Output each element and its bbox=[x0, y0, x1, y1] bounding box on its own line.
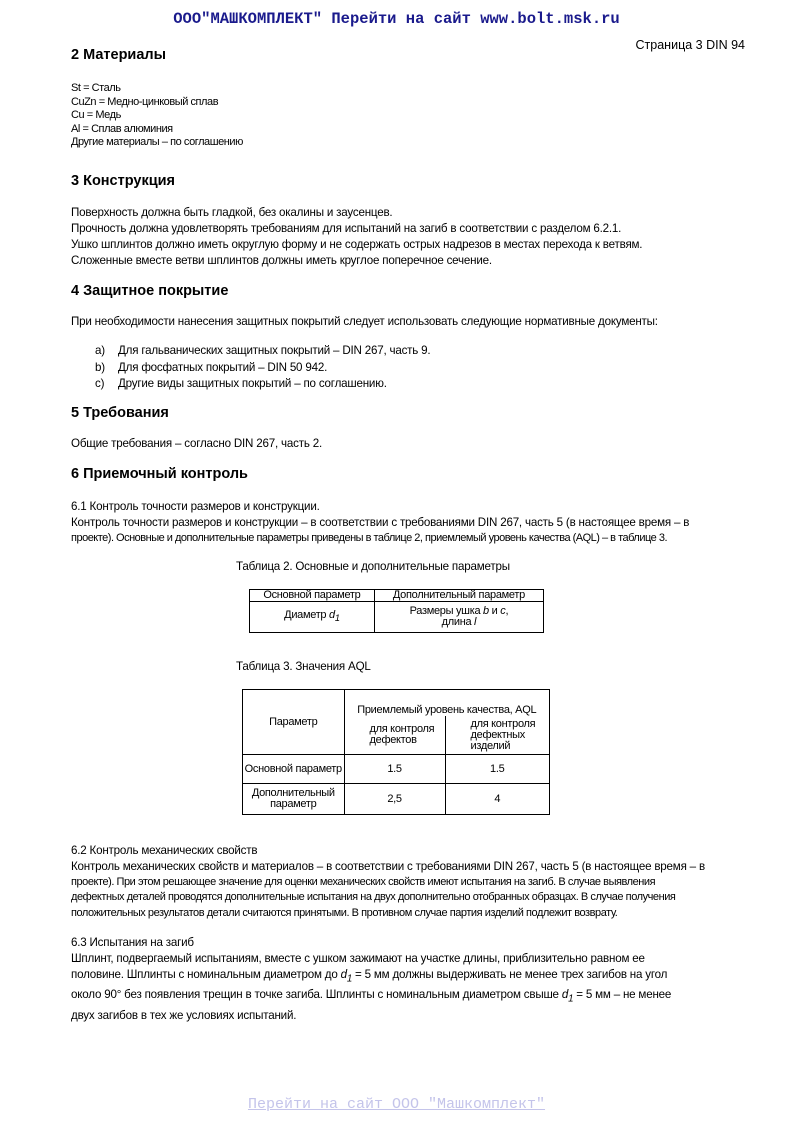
paragraph-line: Ушко шплинтов должно иметь округлую форму и не содержать острых надрезов в местах перехода к ветвям. bbox=[71, 238, 643, 251]
material-item: CuZn = Медно-цинковый сплав bbox=[71, 95, 219, 108]
table-header-cell: Дополнительный параметр bbox=[374, 590, 543, 602]
heading-materials: 2 Материалы bbox=[71, 47, 167, 63]
table-row bbox=[250, 602, 544, 633]
paragraph-line: половине. Шплинты с номинальным диаметром до $d_1 = 5$ мм должны выдерживать не менее трех загибов на угол bbox=[71, 968, 668, 985]
table-header-row bbox=[250, 590, 544, 602]
section-6-2-text bbox=[71, 859, 705, 921]
list-marker: a) bbox=[95, 344, 105, 357]
footer-site-link[interactable]: Перейти на сайт ООО "Машкомплект" bbox=[247, 1096, 546, 1113]
list-marker: b) bbox=[95, 360, 105, 374]
heading-coating: 4 Защитное покрытие bbox=[71, 283, 229, 299]
table-header-cell: Параметр bbox=[243, 690, 345, 755]
list-text: Другие виды защитных покрытий – по соглашению. bbox=[118, 377, 387, 390]
table-2 bbox=[249, 589, 544, 633]
table-cell: 1.5 bbox=[344, 755, 445, 784]
paragraph-line: Прочность должна удовлетворять требованиям для испытаний на загиб в соответствии с разделом 6.2.1. bbox=[71, 222, 622, 235]
site-banner-link[interactable]: ООО"МАШКОМПЛЕКТ" Перейти на сайт www.bolt.msk.ru bbox=[173, 10, 620, 28]
paragraph-line: дефектных деталей проводятся дополнительные испытания на двух дополнительно отобранных образцах. В случае получения bbox=[71, 891, 676, 903]
coating-list bbox=[95, 343, 430, 393]
table-cell: Основной параметр bbox=[243, 755, 345, 784]
requirements-text: Общие требования – согласно DIN 267, часть 2. bbox=[71, 437, 322, 450]
coating-intro: При необходимости нанесения защитных покрытий следует использовать следующие нормативные документы: bbox=[71, 315, 658, 328]
paragraph-line: Поверхность должна быть гладкой, без окалины и заусенцев. bbox=[71, 206, 393, 219]
table-header-row bbox=[243, 690, 550, 717]
materials-list bbox=[71, 82, 243, 150]
table-cell: Диаметр $d_1$ bbox=[250, 602, 375, 633]
table-header-cell: для контроля дефектных изделий bbox=[445, 716, 549, 755]
paragraph-line: двух загибов в тех же условиях испытаний. bbox=[71, 1008, 297, 1022]
table-header-cell: для контроля дефектов bbox=[344, 716, 445, 755]
table-3-caption: Таблица 3. Значения AQL bbox=[236, 660, 371, 673]
paragraph-line: положительных результатов детали считаются принятыми. В противном случае партия изделий подлежит возврату. bbox=[71, 906, 618, 919]
page-number-label: Страница 3 DIN 94 bbox=[635, 38, 745, 52]
table-header-cell: Основной параметр bbox=[250, 590, 375, 602]
heading-acceptance: 6 Приемочный контроль bbox=[71, 466, 248, 482]
list-item bbox=[95, 360, 430, 377]
list-text: Для фосфатных покрытий – DIN 50 942. bbox=[118, 360, 328, 374]
section-6-2-title: 6.2 Контроль механических свойств bbox=[71, 844, 258, 857]
paragraph-line: проекте). При этом решающее значение для оценки механических свойств имеют испытания на загиб. В случае выявления bbox=[71, 875, 656, 888]
material-item: Другие материалы – по соглашению bbox=[71, 136, 243, 148]
paragraph-line: Контроль механических свойств и материалов – в соответствии с требованиями DIN 267, часть 5 (в настоящее время – в bbox=[71, 860, 705, 873]
list-text: Для гальванических защитных покрытий – DIN 267, часть 9. bbox=[118, 344, 431, 357]
table-header-cell: Приемлемый уровень качества, AQL bbox=[344, 690, 549, 717]
paragraph-line: около 90° без появления трещин в точке загиба. Шплинты с номинальным диаметром свыше $d_1 = 5$ мм – не менее bbox=[71, 988, 672, 1005]
section-6-3-text bbox=[71, 951, 671, 1024]
material-item: Cu = Медь bbox=[71, 109, 121, 121]
table-row bbox=[243, 755, 550, 784]
section-6-1-line: Контроль точности размеров и конструкции – в соответствии с требованиями DIN 267, часть 5 (в настоящее время – в bbox=[71, 516, 690, 529]
list-marker: c) bbox=[95, 377, 105, 390]
paragraph-line: Сложенные вместе ветви шплинтов должны иметь круглое поперечное сечение. bbox=[71, 254, 492, 267]
list-item bbox=[95, 376, 430, 393]
paragraph-line: Шплинт, подвергаемый испытаниям, вместе с ушком зажимают на участке длины, приблизительно равном ее bbox=[71, 952, 645, 965]
heading-construction: 3 Конструкция bbox=[71, 173, 175, 189]
table-cell: Дополнительный параметр bbox=[243, 784, 345, 815]
section-6-3-title: 6.3 Испытания на загиб bbox=[71, 936, 194, 949]
table-3 bbox=[242, 689, 550, 815]
heading-requirements: 5 Требования bbox=[71, 405, 169, 421]
table-cell: 4 bbox=[445, 784, 549, 815]
table-cell: Размеры ушка b и c, длина l bbox=[374, 602, 543, 633]
table-cell: 1.5 bbox=[445, 755, 549, 784]
construction-text bbox=[71, 205, 642, 269]
table-cell: 2,5 bbox=[344, 784, 445, 815]
section-6-1-title: 6.1 Контроль точности размеров и конструкции. bbox=[71, 500, 320, 513]
material-item: St = Сталь bbox=[71, 82, 121, 94]
list-item bbox=[95, 343, 430, 360]
table-2-caption: Таблица 2. Основные и дополнительные параметры bbox=[236, 560, 510, 573]
material-item: Al = Сплав алюминия bbox=[71, 122, 173, 135]
section-6-1-line: проекте). Основные и дополнительные параметры приведены в таблице 2, приемлемый уровень качества (AQL) – в таблице 3. bbox=[71, 532, 668, 544]
table-row bbox=[243, 784, 550, 815]
